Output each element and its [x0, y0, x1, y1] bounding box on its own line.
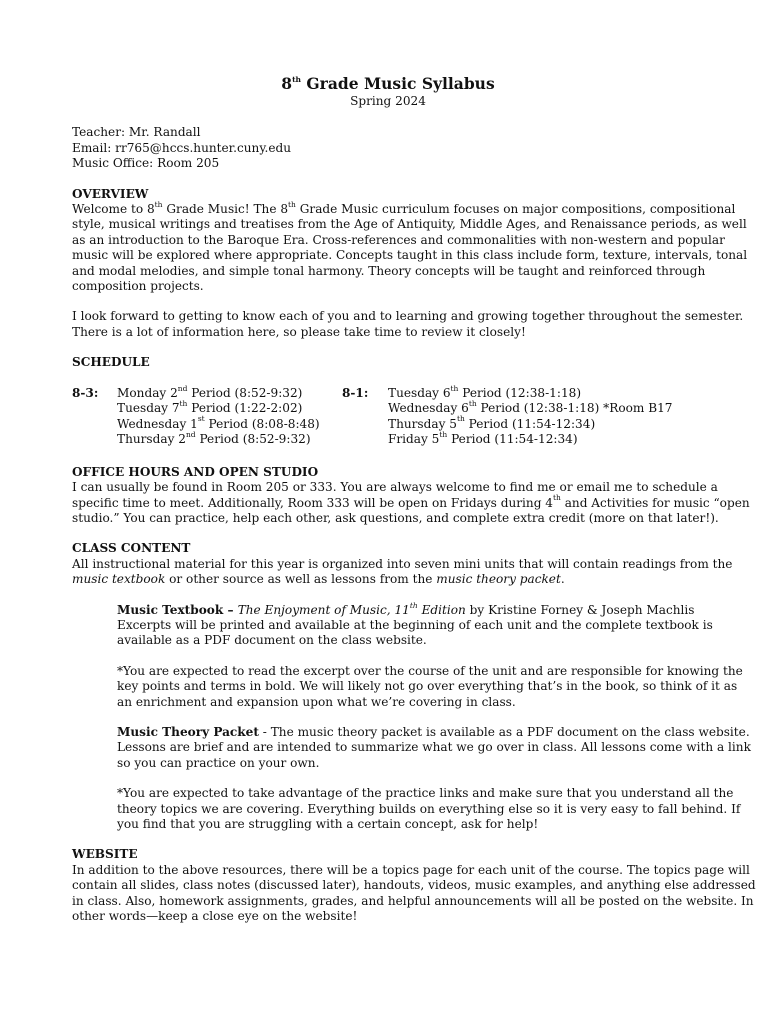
textbook-line: available as a PDF document on the class website. [117, 633, 427, 648]
class-content-section [72, 541, 751, 832]
website-line: In addition to the above resources, there will be a topics page for each unit of the course. The topics page will [72, 862, 750, 877]
schedule-row: Thursday 5th Period (11:54-12:34) [388, 414, 596, 431]
schedule-row: Tuesday 6th Period (12:38-1:18) [388, 383, 582, 400]
textbook-title-line: Music Textbook – The Enjoyment of Music, 11th Edition by Kristine Forney & Joseph Machlis [117, 600, 695, 617]
overview-line: There is a lot of information here, so please take time to review it closely! [72, 324, 526, 339]
schedule-table [72, 383, 704, 450]
term: Spring 2024 [350, 94, 426, 108]
textbook-line: Excerpts will be printed and available at the beginning of each unit and the complete textbook is [117, 617, 713, 632]
website-line: other words—keep a close eye on the website! [72, 909, 358, 924]
theory-title-line: Music Theory Packet - The music theory packet is available as a PDF document on the class website. [117, 724, 750, 739]
theory-note-line: you find that you are struggling with a certain concept, ask for help! [117, 817, 539, 831]
office-line: Music Office: Room 205 [72, 156, 220, 171]
syllabus-page [72, 74, 756, 924]
overview-line: I look forward to getting to know each of you and to learning and growing together throughout the semester. [72, 309, 744, 324]
overview-line: as an introduction to the Baroque Era. Cross-references and commonalities with non-western and popular [72, 232, 725, 247]
schedule-section [72, 355, 704, 449]
website-section [72, 847, 756, 924]
overview-line: and modal melodies, and simple tonal harmony. Theory concepts will be taught and reinforced through [72, 263, 706, 278]
office-hours-line: studio.” You can practice, help each other, ask questions, and complete extra credit (more on that later!). [72, 510, 719, 525]
overview-section [72, 186, 748, 341]
schedule-group-label: 8-1: [342, 385, 369, 400]
overview-line: style, musical writings and treatises from the Age of Antiquity, Middle Ages, and Renaissance periods, as well [72, 217, 747, 232]
schedule-row: Wednesday 1st Period (8:08-8:48) [117, 414, 320, 431]
office-hours-line: I can usually be found in Room 205 or 333. You are always welcome to find me or email me to schedule a [72, 480, 718, 495]
class-content-line: music textbook or other source as well as lessons from the music theory packet. [72, 572, 565, 587]
title-superscript: th [292, 74, 302, 84]
theory-line: Lessons are brief and are intended to summarize what we go over in class. All lessons come with a link [117, 740, 751, 755]
email-line: Email: rr765@hccs.hunter.cuny.edu [72, 140, 292, 155]
teacher-line: Teacher: Mr. Randall [72, 125, 201, 140]
title-grade: 8 [281, 74, 293, 93]
title-text: Grade Music Syllabus [301, 74, 495, 93]
class-content-heading: CLASS CONTENT [72, 541, 191, 556]
website-line: in class. Also, homework assignments, grades, and helpful announcements will all be posted on the website. In [72, 893, 754, 908]
website-heading: WEBSITE [72, 847, 138, 862]
theory-note-line: *You are expected to take advantage of the practice links and make sure that you understand all the [117, 786, 734, 801]
document-title [72, 74, 704, 94]
theory-line: so you can practice on your own. [117, 755, 320, 770]
website-line: contain all slides, class notes (discussed later), handouts, videos, music examples, and anything else addressed [72, 878, 756, 893]
class-content-line: All instructional material for this year is organized into seven mini units that will contain readings from the [72, 556, 733, 571]
schedule-row: Friday 5th Period (11:54-12:34) [388, 429, 578, 446]
textbook-note-line: an enrichment and expansion upon what we’re covering in class. [117, 694, 516, 709]
office-hours-line: specific time to meet. Additionally, Room 333 will be open on Fridays during 4th and Activities for music “open [72, 493, 750, 510]
textbook-note-line: key points and terms in bold. We will likely not go over everything that’s in the book, so think of it as [117, 679, 738, 694]
schedule-row: Monday 2nd Period (8:52-9:32) [117, 383, 303, 400]
schedule-group-label: 8-3: [72, 385, 99, 400]
schedule-group-2 [388, 383, 673, 448]
theory-note-line: theory topics we are covering. Everything builds on everything else so it is very easy to fall behind. If [117, 801, 741, 816]
theory-packet-block [117, 724, 751, 832]
office-hours-heading: OFFICE HOURS AND OPEN STUDIO [72, 464, 319, 479]
textbook-note-line: *You are expected to read the excerpt over the course of the unit and are responsible for knowing the [117, 663, 743, 678]
overview-line: Welcome to 8th Grade Music! The 8th Grade Music curriculum focuses on major compositions, compositional [72, 200, 736, 217]
office-hours-section [72, 464, 750, 527]
schedule-heading: SCHEDULE [72, 355, 150, 370]
schedule-row: Tuesday 7th Period (1:22-2:02) [117, 399, 303, 416]
overview-line: composition projects. [72, 279, 204, 294]
overview-heading: OVERVIEW [72, 186, 149, 201]
overview-line: music will be explored where appropriate. Concepts taught in this class include form, texture, intervals, tonal [72, 248, 748, 263]
textbook-block [117, 600, 743, 710]
schedule-group-1 [117, 383, 320, 448]
schedule-row: Thursday 2nd Period (8:52-9:32) [117, 429, 311, 446]
contact-block [72, 125, 704, 171]
schedule-row: Wednesday 6th Period (12:38-1:18) *Room B17 [388, 399, 673, 416]
